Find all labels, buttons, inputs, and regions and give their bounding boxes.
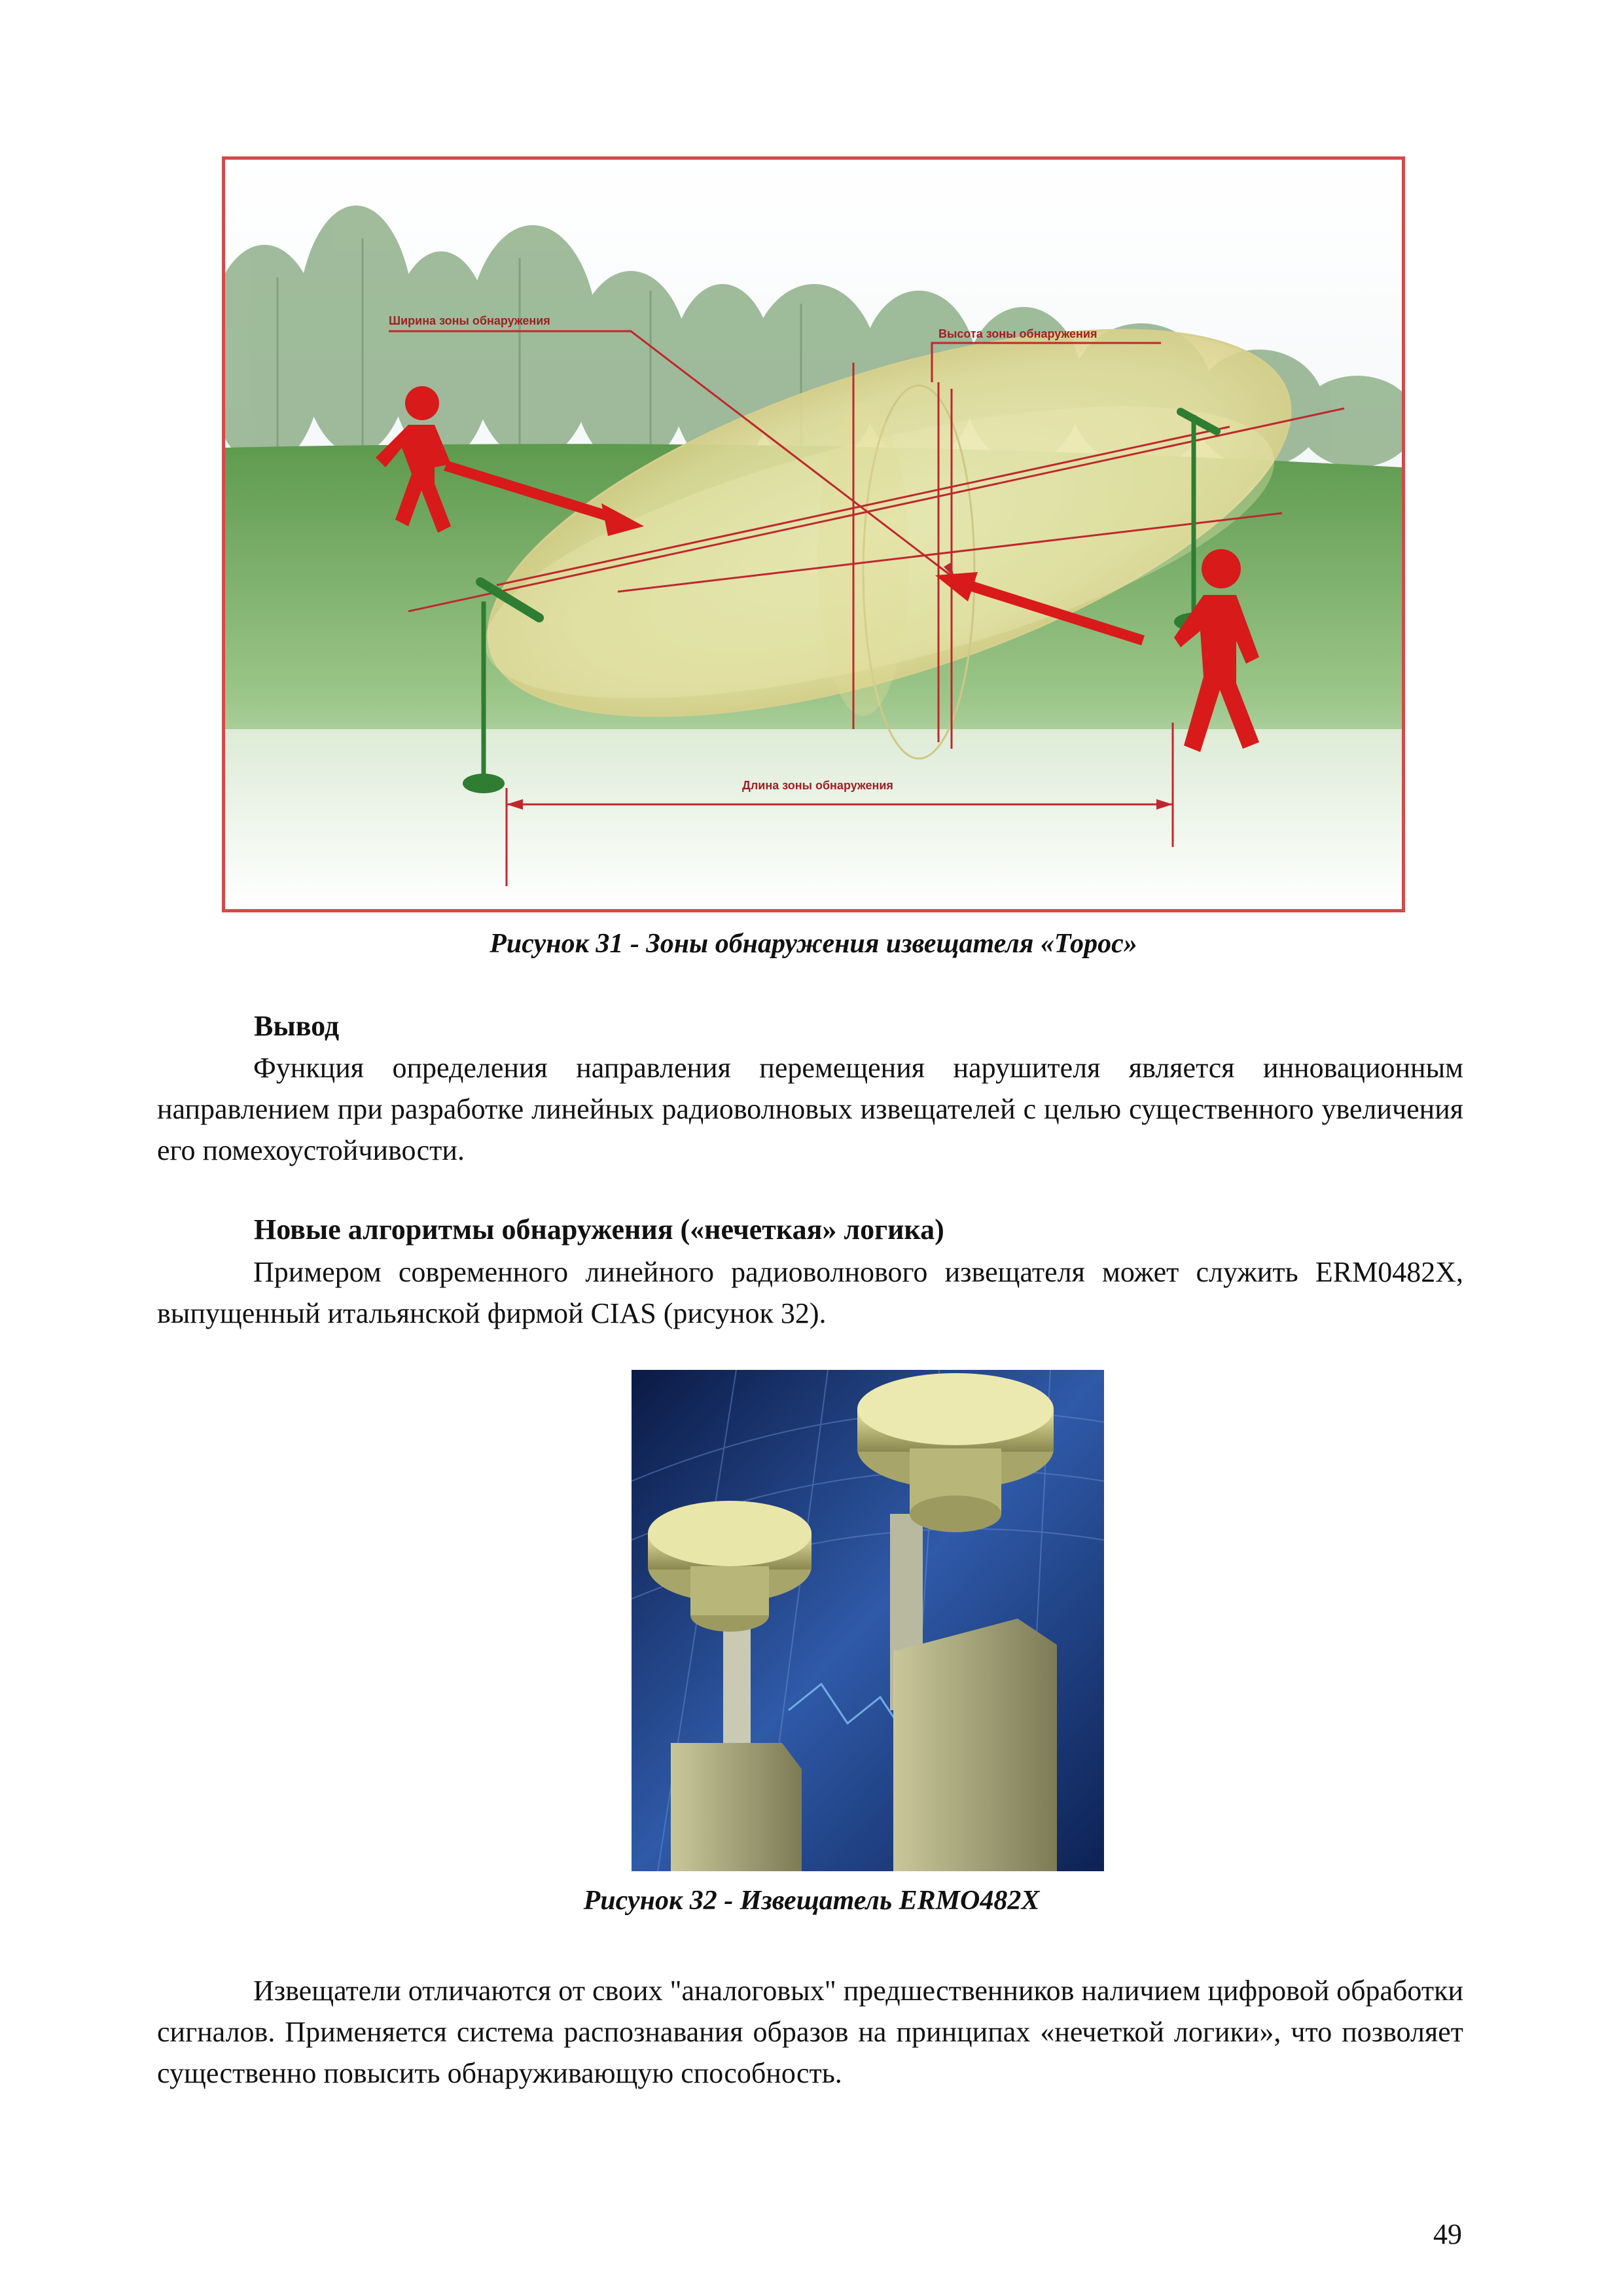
section-heading-new-algorithms: Новые алгоритмы обнаружения («нечеткая» логика) xyxy=(254,1213,944,1246)
paragraph-digital-processing xyxy=(157,1970,1463,2094)
figure-31-detection-zones xyxy=(222,156,1405,912)
label-zone-length: Длина зоны обнаружения xyxy=(742,779,893,792)
paragraph-text: Извещатели отличаются от своих "аналоговых" предшественников наличием цифровой обработки сигналов. Применяется система распознавания образов на принципах «нечеткой логики», что позволяет существенно повысить обнаруживающую способность. xyxy=(157,1975,1463,2089)
section-heading-conclusion: Вывод xyxy=(254,1010,340,1042)
paragraph-conclusion xyxy=(157,1047,1463,1171)
label-zone-width: Ширина зоны обнаружения xyxy=(389,314,550,327)
paragraph-text: Примером современного линейного радиоволнового извещателя может служить ERM0482X, выпущенный итальянской фирмой CIAS (рисунок 32). xyxy=(157,1256,1463,1329)
paragraph-text: Функция определения направления перемещения нарушителя является инновационным направлением при разработке линейных радиоволновых извещателей с целью существенного увеличения его помехоустойчивости. xyxy=(157,1052,1463,1166)
figure-32-detector-photo xyxy=(632,1370,1104,1871)
page-number: 49 xyxy=(1433,2218,1462,2250)
paragraph-example xyxy=(157,1251,1463,1334)
label-zone-height: Высота зоны обнаружения xyxy=(938,327,1097,340)
figure-31-caption: Рисунок 31 - Зоны обнаружения извещателя «Торос» xyxy=(490,929,1137,959)
figure-32-caption: Рисунок 32 - Извещатель ERMO482X xyxy=(583,1886,1040,1916)
